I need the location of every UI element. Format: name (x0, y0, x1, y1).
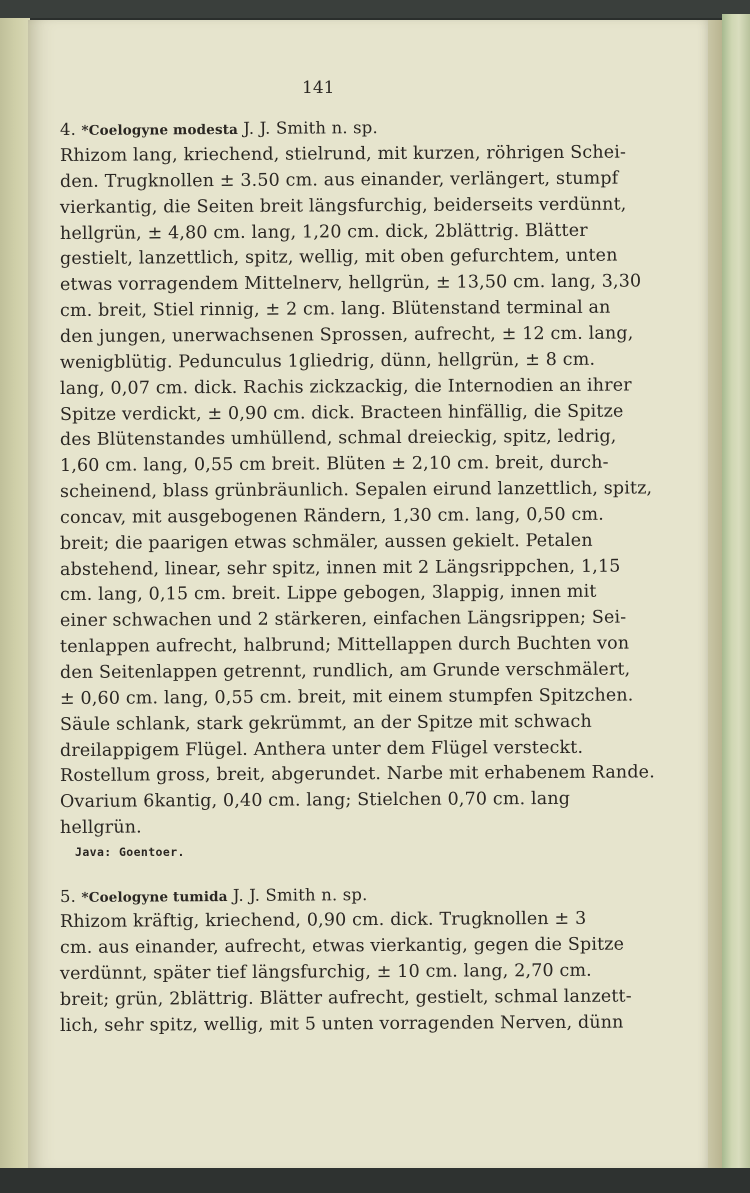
species-author: J. J. Smith n. sp. (243, 118, 378, 138)
text-line: concav, mit ausgebogenen Rändern, 1,30 cm. lang, 0,50 cm. (59, 504, 604, 528)
species-number: 5. (59, 886, 77, 906)
species-number: 4. (59, 119, 77, 139)
scan-bottom-edge (0, 1168, 750, 1193)
text-line: cm. lang, 0,15 cm. breit. Lippe gebogen, 3lappig, innen mit (59, 582, 597, 606)
text-line: dreilappigem Flügel. Anthera unter dem Flügel versteckt. (59, 737, 584, 761)
text-line: des Blütenstandes umhüllend, schmal dreieckig, spitz, ledrig, (59, 426, 617, 451)
text-line: 1,60 cm. lang, 0,55 cm breit. Blüten ± 2,10 cm. breit, durch- (59, 452, 609, 477)
text-line: einer schwachen und 2 stärkeren, einfachen Längsrippen; Sei- (59, 607, 627, 632)
species-name: *Coelogyne modesta (81, 121, 239, 139)
text-line: Rostellum gross, breit, abgerundet. Narbe mit erhabenem Rande. (59, 762, 655, 787)
text-line: Rhizom kräftig, kriechend, 0,90 cm. dick. Trugknollen ± 3 (59, 908, 587, 932)
text-line: Ovarium 6kantig, 0,40 cm. lang; Stielchen 0,70 cm. lang (59, 789, 571, 813)
text-line: etwas vorragendem Mittelnerv, hellgrün, ± 13,50 cm. lang, 3,30 (59, 271, 642, 296)
text-line: den. Trugknollen ± 3.50 cm. aus einander, verlängert, stumpf (59, 168, 619, 192)
text-line: breit; die paarigen etwas schmäler, aussen gekielt. Petalen (59, 530, 593, 554)
species-name: *Coelogyne tumida (81, 888, 228, 906)
scan-top-edge (0, 0, 750, 18)
species-author: J. J. Smith n. sp. (232, 885, 368, 905)
text-line: vierkantig, die Seiten breit längsfurchig, beiderseits verdünnt, (59, 194, 627, 218)
book-cover-edge (722, 14, 750, 1174)
text-line: den jungen, unerwachsenen Sprossen, aufrecht, ± 12 cm. lang, (59, 323, 634, 347)
text-line: wenigblütig. Pedunculus 1gliedrig, dünn, hellgrün, ± 8 cm. (59, 349, 596, 373)
text-line: Rhizom lang, kriechend, stielrund, mit kurzen, röhrigen Schei- (59, 142, 627, 166)
book-binding (0, 18, 30, 1168)
text-line: hellgrün. (59, 817, 142, 839)
text-line: cm. breit, Stiel rinnig, ± 2 cm. lang. Blütenstand terminal an (59, 297, 611, 322)
text-line: verdünnt, später tief längsfurchig, ± 10 cm. lang, 2,70 cm. (59, 960, 592, 984)
species-heading (60, 885, 368, 906)
text-line: lich, sehr spitz, wellig, mit 5 unten vorragenden Nerven, dünn (59, 1012, 624, 1036)
page-edge (708, 20, 722, 1170)
locality: Java: Goentoer. (75, 845, 185, 859)
species-heading (60, 118, 378, 139)
text-line: den Seitenlappen getrennt, rundlich, am Grunde verschmälert, (59, 659, 631, 683)
text-line: lang, 0,07 cm. dick. Rachis zickzackig, die Internodien an ihrer (59, 375, 632, 399)
text-line: breit; grün, 2blättrig. Blätter aufrecht, gestielt, schmal lanzett- (59, 986, 632, 1010)
text-line: cm. aus einander, aufrecht, etwas vierkantig, gegen die Spitze (59, 934, 625, 958)
text-line: tenlappen aufrecht, halbrund; Mittellappen durch Buchten von (59, 633, 630, 658)
page-number: 141 (302, 78, 335, 98)
text-line: hellgrün, ± 4,80 cm. lang, 1,20 cm. dick, 2blättrig. Blätter (59, 220, 588, 244)
text-line: Spitze verdickt, ± 0,90 cm. dick. Bracteen hinfällig, die Spitze (59, 401, 624, 425)
text-line: scheinend, blass grünbräunlich. Sepalen eirund lanzettlich, spitz, (59, 478, 653, 503)
text-line: abstehend, linear, sehr spitz, innen mit 2 Längsrippchen, 1,15 (59, 556, 621, 580)
text-line: Säule schlank, stark gekrümmt, an der Spitze mit schwach (59, 711, 592, 735)
text-line: ± 0,60 cm. lang, 0,55 cm. breit, mit einem stumpfen Spitzchen. (59, 685, 634, 709)
text-line: gestielt, lanzettlich, spitz, wellig, mit oben gefurchtem, unten (59, 245, 618, 270)
